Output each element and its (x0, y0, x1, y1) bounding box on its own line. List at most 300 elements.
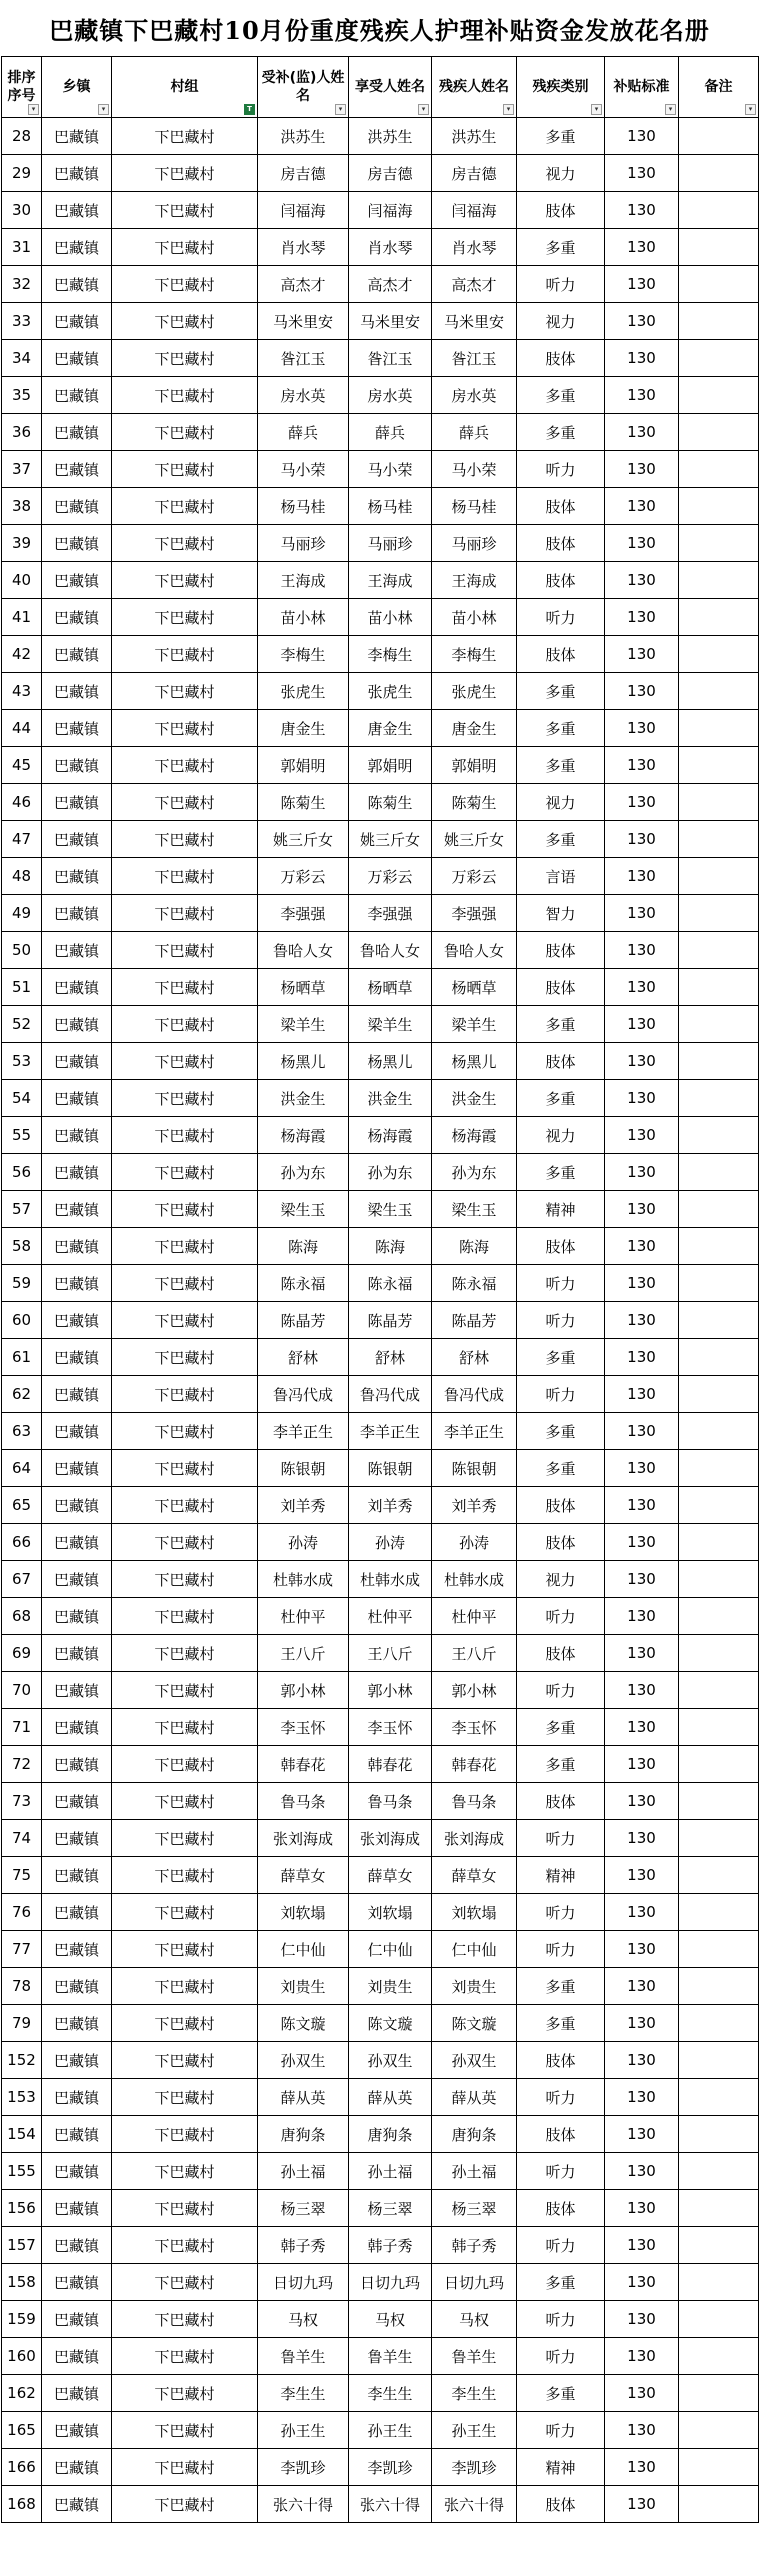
table-cell: 杜仲平 (258, 1598, 349, 1635)
table-cell: 张六十得 (432, 2486, 517, 2523)
table-row (2, 1746, 759, 1783)
filter-dropdown-icon[interactable]: ▾ (98, 104, 109, 115)
table-cell: 下巴藏村 (112, 1820, 258, 1857)
table-cell: 巴藏镇 (42, 673, 112, 710)
table-cell: 李强强 (349, 895, 432, 932)
table-cell: 马小荣 (349, 451, 432, 488)
table-cell: 巴藏镇 (42, 451, 112, 488)
table-cell (679, 2264, 759, 2301)
table-row (2, 1709, 759, 1746)
table-cell: 61 (2, 1339, 42, 1376)
table-row (2, 1487, 759, 1524)
table-cell: 下巴藏村 (112, 2190, 258, 2227)
table-cell: 孙土福 (349, 2153, 432, 2190)
table-cell: 陈文璇 (432, 2005, 517, 2042)
table-cell: 陈海 (432, 1228, 517, 1265)
table-cell: 130 (605, 2264, 679, 2301)
table-cell: 肢体 (517, 562, 605, 599)
table-cell: 王八斤 (349, 1635, 432, 1672)
table-cell: 梁生玉 (432, 1191, 517, 1228)
table-row (2, 2042, 759, 2079)
table-cell: 62 (2, 1376, 42, 1413)
table-cell: 薛兵 (432, 414, 517, 451)
table-cell: 巴藏镇 (42, 562, 112, 599)
table-cell: 下巴藏村 (112, 229, 258, 266)
table-cell (679, 2449, 759, 2486)
table-cell: 下巴藏村 (112, 2449, 258, 2486)
table-cell (679, 2227, 759, 2264)
table-cell (679, 451, 759, 488)
table-cell: 李凯珍 (258, 2449, 349, 2486)
table-cell: 鲁羊生 (349, 2338, 432, 2375)
column-header (349, 57, 432, 118)
table-cell: 35 (2, 377, 42, 414)
table-cell (679, 821, 759, 858)
column-header-label: 排序序号 (7, 70, 36, 104)
table-cell (679, 1635, 759, 1672)
table-cell: 77 (2, 1931, 42, 1968)
table-cell: 32 (2, 266, 42, 303)
table-cell: 鲁马条 (349, 1783, 432, 1820)
filter-active-icon[interactable]: T (244, 104, 255, 115)
table-cell: 高杰才 (349, 266, 432, 303)
table-cell: 152 (2, 2042, 42, 2079)
table-row (2, 1228, 759, 1265)
table-cell: 下巴藏村 (112, 2153, 258, 2190)
table-cell: 下巴藏村 (112, 747, 258, 784)
table-cell: 30 (2, 192, 42, 229)
table-cell: 78 (2, 1968, 42, 2005)
table-cell: 杨海霞 (258, 1117, 349, 1154)
table-cell: 巴藏镇 (42, 2227, 112, 2264)
table-cell: 巴藏镇 (42, 599, 112, 636)
table-row (2, 1524, 759, 1561)
table-cell: 下巴藏村 (112, 1154, 258, 1191)
table-row (2, 1080, 759, 1117)
table-cell: 洪苏生 (432, 118, 517, 155)
table-cell: 43 (2, 673, 42, 710)
table-row (2, 1154, 759, 1191)
table-cell: 杜仲平 (349, 1598, 432, 1635)
table-cell: 巴藏镇 (42, 1635, 112, 1672)
table-cell: 巴藏镇 (42, 1524, 112, 1561)
table-cell: 40 (2, 562, 42, 599)
table-cell: 鲁冯代成 (349, 1376, 432, 1413)
table-cell: 70 (2, 1672, 42, 1709)
table-cell: 多重 (517, 1746, 605, 1783)
table-cell: 67 (2, 1561, 42, 1598)
table-row (2, 2190, 759, 2227)
table-cell: 王海成 (258, 562, 349, 599)
table-cell (679, 118, 759, 155)
table-cell: 130 (605, 1598, 679, 1635)
table-cell: 巴藏镇 (42, 1265, 112, 1302)
table-cell: 130 (605, 969, 679, 1006)
table-cell: 130 (605, 1746, 679, 1783)
table-cell: 下巴藏村 (112, 1746, 258, 1783)
table-cell: 姚三斤女 (432, 821, 517, 858)
table-cell: 下巴藏村 (112, 192, 258, 229)
table-cell: 梁羊生 (432, 1006, 517, 1043)
table-cell (679, 1524, 759, 1561)
table-cell: 下巴藏村 (112, 1857, 258, 1894)
table-cell: 陈文璇 (349, 2005, 432, 2042)
table-cell: 巴藏镇 (42, 2190, 112, 2227)
column-header (605, 57, 679, 118)
table-cell (679, 2486, 759, 2523)
filter-dropdown-icon[interactable]: ▾ (591, 104, 602, 115)
table-cell: 巴藏镇 (42, 488, 112, 525)
table-cell: 多重 (517, 1080, 605, 1117)
table-cell: 巴藏镇 (42, 1931, 112, 1968)
table-cell: 孙为东 (432, 1154, 517, 1191)
table-cell: 巴藏镇 (42, 118, 112, 155)
table-cell: 王海成 (349, 562, 432, 599)
table-cell: 巴藏镇 (42, 1006, 112, 1043)
table-cell: 鲁哈人女 (349, 932, 432, 969)
table-cell: 李生生 (349, 2375, 432, 2412)
table-cell: 姚三斤女 (258, 821, 349, 858)
table-cell: 巴藏镇 (42, 155, 112, 192)
table-cell: 44 (2, 710, 42, 747)
table-cell: 陈海 (258, 1228, 349, 1265)
table-row (2, 932, 759, 969)
table-cell: 韩子秀 (258, 2227, 349, 2264)
table-cell: 薛从英 (349, 2079, 432, 2116)
table-cell (679, 2153, 759, 2190)
table-cell: 李玉怀 (258, 1709, 349, 1746)
table-cell: 闫福海 (432, 192, 517, 229)
table-cell: 听力 (517, 2153, 605, 2190)
table-cell: 肢体 (517, 192, 605, 229)
table-row (2, 2153, 759, 2190)
table-cell: 马权 (258, 2301, 349, 2338)
table-cell: 洪金生 (258, 1080, 349, 1117)
table-cell (679, 266, 759, 303)
table-cell: 巴藏镇 (42, 895, 112, 932)
table-row (2, 1894, 759, 1931)
table-cell: 下巴藏村 (112, 636, 258, 673)
table-cell: 巴藏镇 (42, 2338, 112, 2375)
table-row (2, 1302, 759, 1339)
table-cell: 听力 (517, 2079, 605, 2116)
column-header (517, 57, 605, 118)
table-cell: 高杰才 (258, 266, 349, 303)
table-cell (679, 1820, 759, 1857)
table-cell: 65 (2, 1487, 42, 1524)
table-cell: 马米里安 (349, 303, 432, 340)
table-row (2, 2412, 759, 2449)
table-cell: 168 (2, 2486, 42, 2523)
table-cell: 杨马桂 (349, 488, 432, 525)
table-cell: 48 (2, 858, 42, 895)
table-cell: 巴藏镇 (42, 969, 112, 1006)
table-cell (679, 340, 759, 377)
table-cell: 舒林 (432, 1339, 517, 1376)
table-cell: 肢体 (517, 488, 605, 525)
table-cell: 陈菊生 (349, 784, 432, 821)
table-cell: 唐狗条 (258, 2116, 349, 2153)
table-cell: 130 (605, 192, 679, 229)
table-cell: 130 (605, 710, 679, 747)
table-cell: 下巴藏村 (112, 562, 258, 599)
table-cell: 多重 (517, 821, 605, 858)
table-cell: 薛兵 (349, 414, 432, 451)
table-row (2, 525, 759, 562)
table-cell (679, 2301, 759, 2338)
table-row (2, 266, 759, 303)
table-cell: 156 (2, 2190, 42, 2227)
table-cell: 69 (2, 1635, 42, 1672)
table-cell: 刘羊秀 (258, 1487, 349, 1524)
table-cell (679, 1191, 759, 1228)
table-cell: 下巴藏村 (112, 2486, 258, 2523)
table-cell: 杨海霞 (349, 1117, 432, 1154)
table-cell: 57 (2, 1191, 42, 1228)
table-cell: 唐狗条 (432, 2116, 517, 2153)
table-cell: 李生生 (258, 2375, 349, 2412)
table-cell: 巴藏镇 (42, 2264, 112, 2301)
table-cell: 130 (605, 2486, 679, 2523)
table-cell: 下巴藏村 (112, 1450, 258, 1487)
table-cell: 165 (2, 2412, 42, 2449)
table-row (2, 2301, 759, 2338)
table-cell: 孙土福 (432, 2153, 517, 2190)
table-cell: 舒林 (258, 1339, 349, 1376)
table-cell: 下巴藏村 (112, 821, 258, 858)
table-cell: 杜韩水成 (432, 1561, 517, 1598)
table-cell: 肢体 (517, 340, 605, 377)
table-cell: 马丽珍 (258, 525, 349, 562)
table-cell: 130 (605, 1080, 679, 1117)
table-cell: 下巴藏村 (112, 1302, 258, 1339)
table-cell: 下巴藏村 (112, 784, 258, 821)
table-cell: 薛从英 (258, 2079, 349, 2116)
table-cell: 陈菊生 (258, 784, 349, 821)
table-cell: 马丽珍 (432, 525, 517, 562)
table-cell: 下巴藏村 (112, 969, 258, 1006)
table-cell (679, 969, 759, 1006)
table-row (2, 229, 759, 266)
table-cell: 听力 (517, 2338, 605, 2375)
table-cell (679, 858, 759, 895)
table-cell: 郭娟明 (258, 747, 349, 784)
table-cell: 洪苏生 (258, 118, 349, 155)
table-cell: 下巴藏村 (112, 1968, 258, 2005)
table-row (2, 1339, 759, 1376)
table-cell: 韩子秀 (349, 2227, 432, 2264)
table-cell: 下巴藏村 (112, 2042, 258, 2079)
filter-dropdown-icon[interactable]: ▾ (745, 104, 756, 115)
table-cell: 41 (2, 599, 42, 636)
table-cell: 巴藏镇 (42, 2042, 112, 2079)
table-cell: 孙王生 (432, 2412, 517, 2449)
table-cell: 鲁哈人女 (432, 932, 517, 969)
table-cell (679, 895, 759, 932)
table-cell: 唐金生 (349, 710, 432, 747)
table-cell: 130 (605, 1635, 679, 1672)
table-cell: 巴藏镇 (42, 2375, 112, 2412)
table-cell: 多重 (517, 377, 605, 414)
table-cell: 昝江玉 (432, 340, 517, 377)
table-cell: 下巴藏村 (112, 673, 258, 710)
column-header-label: 乡镇 (62, 79, 91, 95)
table-cell: 听力 (517, 1376, 605, 1413)
table-cell: 精神 (517, 2449, 605, 2486)
table-cell: 肢体 (517, 1783, 605, 1820)
table-cell: 巴藏镇 (42, 1080, 112, 1117)
table-cell: 下巴藏村 (112, 1043, 258, 1080)
table-cell: 肢体 (517, 525, 605, 562)
table-cell: 杜韩水成 (258, 1561, 349, 1598)
table-cell: 巴藏镇 (42, 636, 112, 673)
table-cell: 多重 (517, 747, 605, 784)
table-cell: 听力 (517, 2412, 605, 2449)
table-cell: 马权 (432, 2301, 517, 2338)
table-row (2, 1857, 759, 1894)
table-cell: 巴藏镇 (42, 710, 112, 747)
table-cell: 马丽珍 (349, 525, 432, 562)
table-cell: 130 (605, 1820, 679, 1857)
table-cell: 姚三斤女 (349, 821, 432, 858)
table-cell: 157 (2, 2227, 42, 2264)
table-cell: 下巴藏村 (112, 1413, 258, 1450)
table-cell: 听力 (517, 1302, 605, 1339)
table-cell: 李羊正生 (432, 1413, 517, 1450)
table-row (2, 377, 759, 414)
table-cell: 刘软塌 (349, 1894, 432, 1931)
table-cell: 130 (605, 2375, 679, 2412)
table-cell (679, 192, 759, 229)
filter-dropdown-icon[interactable]: ▾ (28, 104, 39, 115)
table-cell: 孙王生 (349, 2412, 432, 2449)
filter-dropdown-icon[interactable]: ▾ (665, 104, 676, 115)
table-row (2, 599, 759, 636)
table-cell: 杨晒草 (349, 969, 432, 1006)
table-cell: 杨黑儿 (349, 1043, 432, 1080)
table-cell: 韩春花 (258, 1746, 349, 1783)
table-cell: 肖水琴 (258, 229, 349, 266)
table-cell: 闫福海 (258, 192, 349, 229)
filter-dropdown-icon[interactable]: ▾ (335, 104, 346, 115)
table-cell: 130 (605, 1487, 679, 1524)
table-cell: 巴藏镇 (42, 525, 112, 562)
table-row (2, 2005, 759, 2042)
filter-dropdown-icon[interactable]: ▾ (503, 104, 514, 115)
table-cell: 66 (2, 1524, 42, 1561)
table-row (2, 969, 759, 1006)
table-cell: 孙涛 (258, 1524, 349, 1561)
column-header (258, 57, 349, 118)
table-cell: 160 (2, 2338, 42, 2375)
table-cell: 34 (2, 340, 42, 377)
table-cell: 听力 (517, 1820, 605, 1857)
table-cell: 下巴藏村 (112, 340, 258, 377)
table-cell: 多重 (517, 2264, 605, 2301)
table-cell: 薛草女 (258, 1857, 349, 1894)
table-cell (679, 1265, 759, 1302)
table-cell: 张刘海成 (349, 1820, 432, 1857)
table-cell (679, 1006, 759, 1043)
table-cell (679, 2412, 759, 2449)
table-cell: 154 (2, 2116, 42, 2153)
table-cell: 巴藏镇 (42, 1598, 112, 1635)
table-cell: 130 (605, 673, 679, 710)
table-cell: 130 (605, 2116, 679, 2153)
table-cell: 159 (2, 2301, 42, 2338)
table-cell: 多重 (517, 1154, 605, 1191)
table-cell: 79 (2, 2005, 42, 2042)
table-cell: 64 (2, 1450, 42, 1487)
table-cell: 杨马桂 (432, 488, 517, 525)
table-cell (679, 1117, 759, 1154)
table-cell: 马米里安 (432, 303, 517, 340)
table-cell: 听力 (517, 1598, 605, 1635)
table-cell: 李生生 (432, 2375, 517, 2412)
table-cell (679, 1302, 759, 1339)
table-cell (679, 2116, 759, 2153)
table-cell: 下巴藏村 (112, 599, 258, 636)
table-cell (679, 1746, 759, 1783)
table-cell: 158 (2, 2264, 42, 2301)
table-row (2, 1413, 759, 1450)
table-cell: 巴藏镇 (42, 1746, 112, 1783)
column-header (432, 57, 517, 118)
table-cell: 唐狗条 (349, 2116, 432, 2153)
table-cell: 鲁冯代成 (432, 1376, 517, 1413)
table-cell: 130 (605, 414, 679, 451)
table-cell: 130 (605, 2153, 679, 2190)
table-cell: 苗小林 (258, 599, 349, 636)
table-cell: 听力 (517, 1931, 605, 1968)
table-cell: 58 (2, 1228, 42, 1265)
table-cell: 153 (2, 2079, 42, 2116)
table-cell: 李玉怀 (349, 1709, 432, 1746)
table-cell: 日切九玛 (258, 2264, 349, 2301)
table-cell: 马米里安 (258, 303, 349, 340)
table-cell: 47 (2, 821, 42, 858)
table-cell: 精神 (517, 1191, 605, 1228)
table-cell: 130 (605, 2190, 679, 2227)
table-cell: 巴藏镇 (42, 1968, 112, 2005)
table-cell: 63 (2, 1413, 42, 1450)
column-header (679, 57, 759, 118)
table-cell: 68 (2, 1598, 42, 1635)
table-cell: 张刘海成 (432, 1820, 517, 1857)
table-cell: 130 (605, 1857, 679, 1894)
table-cell: 陈文璇 (258, 2005, 349, 2042)
table-cell: 50 (2, 932, 42, 969)
table-cell: 59 (2, 1265, 42, 1302)
table-cell: 鲁羊生 (432, 2338, 517, 2375)
table-cell: 洪金生 (432, 1080, 517, 1117)
filter-dropdown-icon[interactable]: ▾ (418, 104, 429, 115)
table-cell (679, 1783, 759, 1820)
table-cell: 陈永福 (258, 1265, 349, 1302)
table-cell: 巴藏镇 (42, 1450, 112, 1487)
table-cell (679, 562, 759, 599)
table-cell: 昝江玉 (258, 340, 349, 377)
table-cell: 下巴藏村 (112, 1265, 258, 1302)
page-title: 巴藏镇下巴藏村10月份重度残疾人护理补贴资金发放花名册 (49, 15, 710, 45)
table-cell: 陈永福 (349, 1265, 432, 1302)
table-row (2, 1376, 759, 1413)
table-cell: 130 (605, 932, 679, 969)
table-cell: 巴藏镇 (42, 1894, 112, 1931)
table-cell: 李玉怀 (432, 1709, 517, 1746)
table-cell: 刘贵生 (432, 1968, 517, 2005)
table-cell: 肢体 (517, 1487, 605, 1524)
